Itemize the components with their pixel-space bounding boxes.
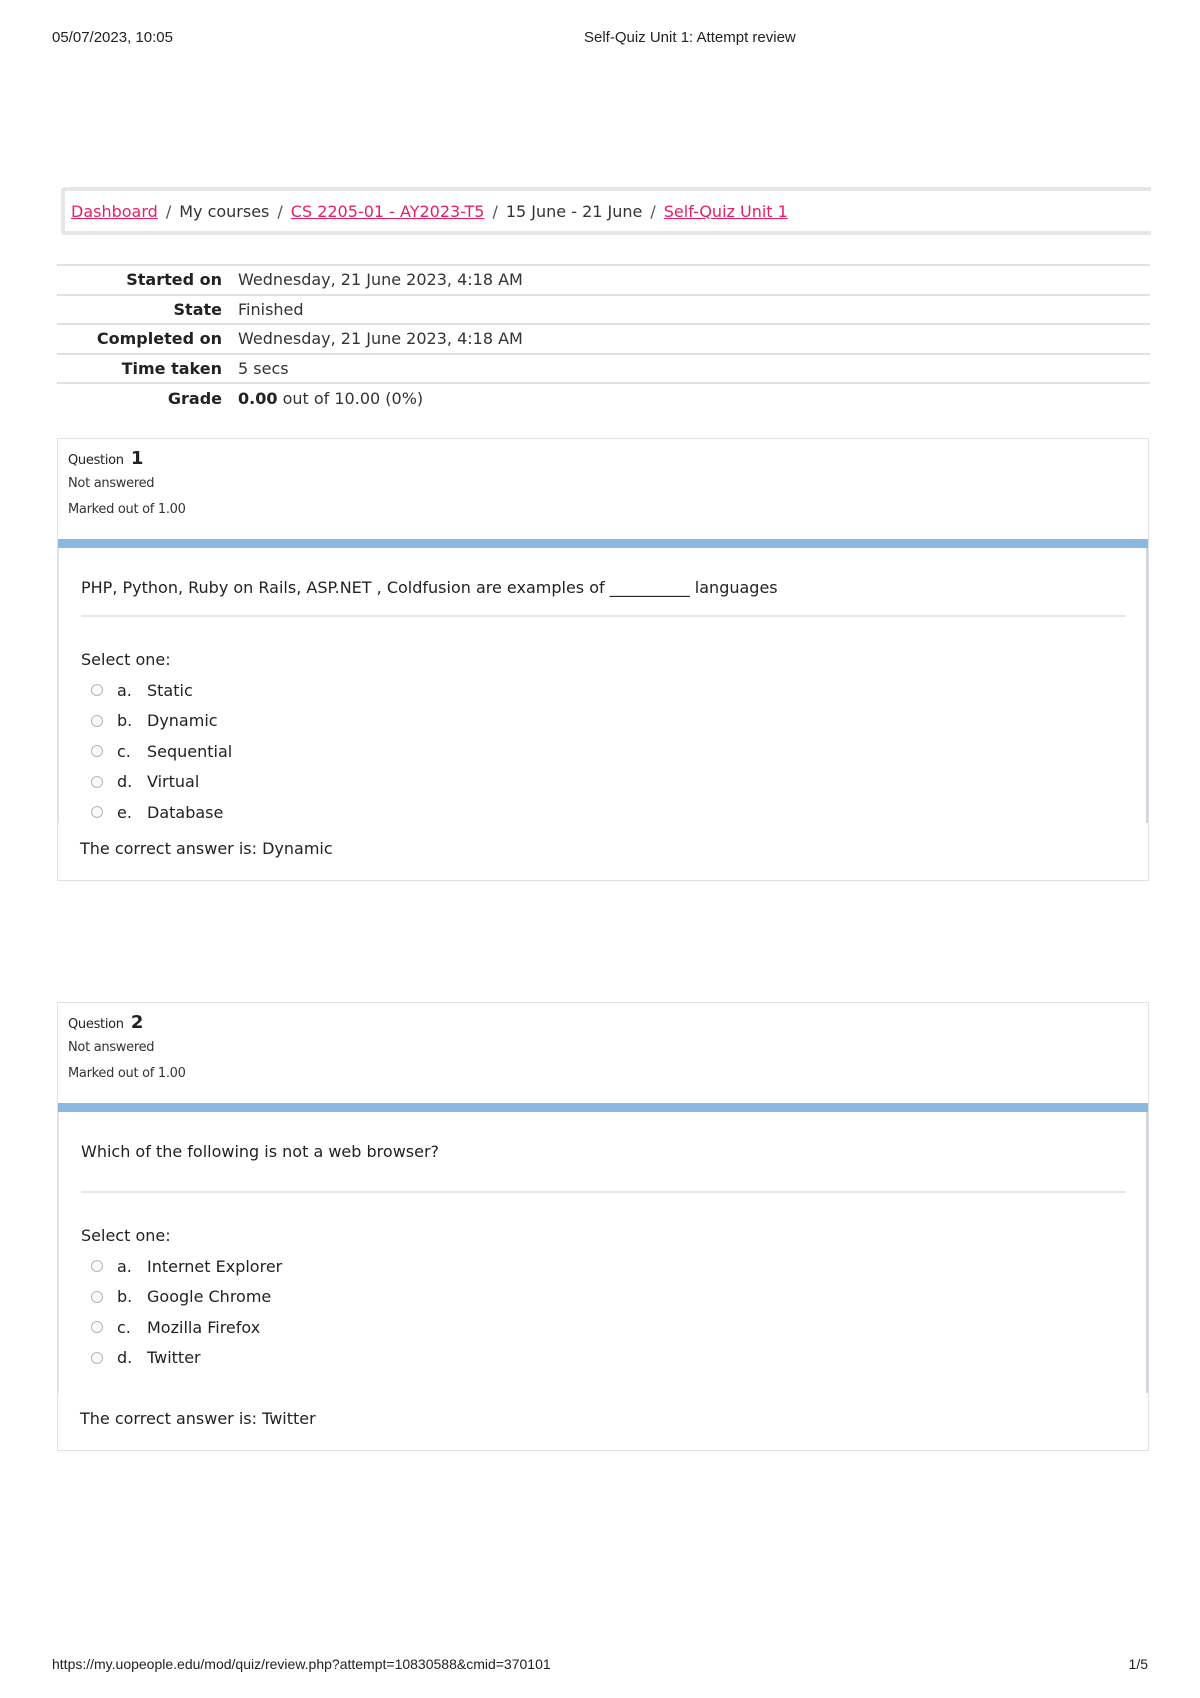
question-formulation <box>58 548 1148 823</box>
question-state: Not answered <box>68 476 155 491</box>
question-state: Not answered <box>68 1040 155 1055</box>
answer-text: Virtual <box>147 772 200 792</box>
answer-letter: b. <box>117 1287 133 1307</box>
summary-value: 5 secs <box>238 358 289 378</box>
question-number: 1 <box>130 448 144 469</box>
radio-button[interactable] <box>91 1291 103 1303</box>
question-mark: Marked out of 1.00 <box>68 1066 186 1081</box>
summary-label: Completed on <box>96 329 222 349</box>
question-text: Which of the following is not a web browser? <box>81 1142 1126 1193</box>
radio-button[interactable] <box>91 806 103 818</box>
answer-letter: a. <box>117 680 132 700</box>
answer-text: Dynamic <box>147 711 218 731</box>
question-label: Question <box>68 1017 124 1032</box>
breadcrumb-course[interactable]: CS 2205-01 - AY2023-T5 <box>290 201 485 221</box>
answer-option[interactable] <box>81 1282 1126 1313</box>
question-feedback: The correct answer is: Dynamic <box>80 839 333 858</box>
breadcrumb-separator: / <box>492 201 498 221</box>
breadcrumb-separator: / <box>165 201 172 221</box>
question-1 <box>57 438 1149 881</box>
breadcrumb-quiz[interactable]: Self-Quiz Unit 1 <box>663 201 788 221</box>
summary-value: Finished <box>238 299 304 319</box>
breadcrumb-separator: / <box>277 201 283 221</box>
radio-button[interactable] <box>91 1260 103 1272</box>
answer-letter: e. <box>117 802 132 822</box>
question-formulation <box>58 1112 1148 1393</box>
print-footer <box>52 1656 1148 1676</box>
question-content <box>58 1103 1148 1450</box>
summary-value <box>230 383 1150 413</box>
answer-text: Internet Explorer <box>147 1256 283 1276</box>
grade-rest: out of 10.00 (0%) <box>282 388 424 408</box>
question-content <box>58 539 1148 880</box>
answer-option[interactable] <box>81 767 1126 798</box>
print-title: Self-Quiz Unit 1: Attempt review <box>584 29 796 46</box>
answer-text: Google Chrome <box>147 1287 272 1307</box>
select-prompt: Select one: <box>81 1226 171 1245</box>
summary-row-started <box>57 265 1150 295</box>
breadcrumb-week: 15 June - 21 June <box>505 201 643 221</box>
select-prompt: Select one: <box>81 650 171 669</box>
print-datetime: 05/07/2023, 10:05 <box>52 29 173 46</box>
summary-label: State <box>173 299 222 319</box>
answer-option[interactable] <box>81 675 1126 706</box>
summary-label: Started on <box>126 270 222 290</box>
summary-row-completed <box>57 324 1150 354</box>
answer-letter: a. <box>117 1256 132 1276</box>
attempt-summary-table <box>57 264 1150 413</box>
answer-text: Mozilla Firefox <box>147 1317 261 1337</box>
print-header <box>52 29 1148 49</box>
question-feedback: The correct answer is: Twitter <box>80 1409 316 1428</box>
answer-text: Twitter <box>147 1348 201 1368</box>
breadcrumb-my-courses: My courses <box>179 201 270 221</box>
answer-letter: c. <box>117 1317 131 1337</box>
answer-option[interactable] <box>81 1343 1126 1374</box>
answer-text: Static <box>147 680 193 700</box>
print-url: https://my.uopeople.edu/mod/quiz/review.php?attempt=10830588&cmid=370101 <box>52 1656 551 1672</box>
summary-value: Wednesday, 21 June 2023, 4:18 AM <box>238 329 523 349</box>
radio-button[interactable] <box>91 776 103 788</box>
question-label: Question <box>68 453 124 468</box>
answer-option[interactable] <box>81 1251 1126 1282</box>
breadcrumb-dashboard[interactable]: Dashboard <box>71 201 158 221</box>
answer-text: Database <box>147 802 224 822</box>
answer-letter: b. <box>117 711 133 731</box>
answer-option[interactable] <box>81 1312 1126 1343</box>
answer-letter: d. <box>117 772 133 792</box>
question-info <box>58 1003 1148 1103</box>
breadcrumb-separator: / <box>650 201 656 221</box>
question-text: PHP, Python, Ruby on Rails, ASP.NET , Coldfusion are examples of __________ languages <box>81 578 1126 617</box>
answer-letter: d. <box>117 1348 133 1368</box>
summary-label: Time taken <box>121 358 222 378</box>
summary-row-state <box>57 295 1150 325</box>
question-info <box>58 439 1148 539</box>
summary-row-grade <box>57 383 1150 413</box>
page-number: 1/5 <box>1128 1656 1148 1672</box>
summary-row-time-taken <box>57 354 1150 384</box>
summary-label: Grade <box>167 388 222 408</box>
radio-button[interactable] <box>91 1321 103 1333</box>
breadcrumb <box>61 187 1151 235</box>
grade-score: 0.00 <box>238 388 278 408</box>
radio-button[interactable] <box>91 1352 103 1364</box>
radio-button[interactable] <box>91 745 103 757</box>
radio-button[interactable] <box>91 684 103 696</box>
question-mark: Marked out of 1.00 <box>68 502 186 517</box>
answer-option[interactable] <box>81 706 1126 737</box>
question-2 <box>57 1002 1149 1451</box>
radio-button[interactable] <box>91 715 103 727</box>
answer-letter: c. <box>117 741 131 761</box>
answer-text: Sequential <box>147 741 233 761</box>
question-number: 2 <box>130 1012 144 1033</box>
answer-option[interactable] <box>81 736 1126 767</box>
summary-value: Wednesday, 21 June 2023, 4:18 AM <box>238 270 523 290</box>
